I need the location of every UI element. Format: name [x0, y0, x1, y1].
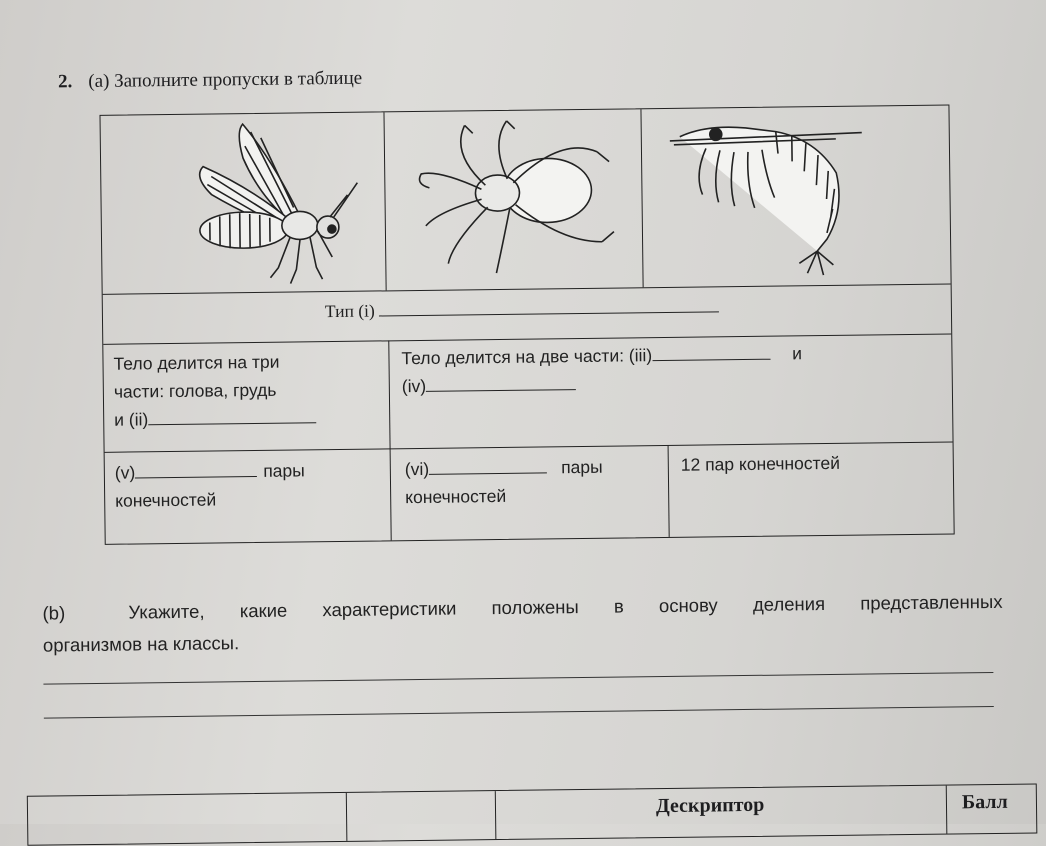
limbs-vi-cell — [405, 452, 666, 511]
part-b-word: в — [613, 595, 624, 617]
part-b-word: деления — [752, 593, 826, 615]
type-label: Тип (i) — [324, 300, 375, 322]
answer-line[interactable] — [43, 672, 993, 685]
part-b-question — [42, 586, 1003, 662]
body-two-line2 — [402, 366, 942, 401]
score-header: Балл — [961, 790, 1008, 814]
table-divider — [346, 793, 348, 841]
part-b-word: представленных — [860, 590, 1003, 614]
body-three-line1: Тело делится на три — [113, 351, 280, 374]
vi-answer-blank[interactable] — [429, 454, 547, 474]
part-b-word: характеристики — [322, 597, 457, 621]
shrimp-illustration — [666, 112, 878, 283]
grading-table — [27, 783, 1038, 845]
body-two-parts-cell — [401, 338, 942, 401]
limbs-v-line2: конечностей — [115, 489, 217, 511]
iv-answer-blank[interactable] — [426, 371, 576, 392]
part-b-word: основу — [658, 594, 718, 617]
answer-line[interactable] — [44, 706, 994, 719]
limbs-12-cell: 12 пар конечностей — [680, 452, 841, 475]
limbs-v-line1 — [115, 455, 385, 486]
part-b-label: (b) — [42, 602, 66, 624]
part-b-word: положены — [491, 596, 579, 619]
table-divider — [668, 445, 670, 537]
table-divider — [946, 786, 948, 834]
limbs-vi-line2: конечностей — [405, 485, 507, 508]
type-row — [325, 292, 720, 325]
limbs-v-label: (v) — [114, 462, 136, 483]
part-b-word: Укажите, — [128, 600, 205, 623]
table-divider — [388, 340, 391, 540]
limbs-vi-label: (vi) — [404, 458, 430, 480]
spider-illustration — [411, 112, 623, 287]
part-b-word: какие — [239, 599, 288, 622]
body-three-ii-label: и (ii) — [114, 409, 149, 430]
type-answer-blank[interactable] — [379, 293, 719, 316]
limbs-v-suffix: пары — [263, 460, 305, 481]
body-two-and: и — [792, 343, 803, 364]
body-two-iii-label: Тело делится на две части: (iii) — [401, 345, 653, 369]
body-two-iv-label: (iv) — [401, 375, 427, 397]
v-answer-blank[interactable] — [135, 458, 257, 478]
ii-answer-blank[interactable] — [148, 404, 316, 425]
body-three-parts-cell — [113, 346, 384, 433]
table-divider — [640, 109, 643, 287]
iii-answer-blank[interactable] — [652, 341, 770, 361]
body-three-line2: части: голова, грудь — [113, 379, 277, 402]
fly-illustration — [181, 117, 368, 289]
limbs-v-cell — [115, 455, 386, 514]
limbs-vi-suffix: пары — [561, 456, 603, 478]
table-divider — [383, 112, 386, 290]
part-a-instruction: (a) Заполните пропуски в таблице — [88, 67, 363, 93]
descriptor-header: Дескриптор — [655, 793, 765, 818]
body-three-line3 — [114, 402, 384, 433]
question-title — [58, 68, 362, 94]
classification-table — [99, 104, 954, 544]
part-b-line2: организмов на классы. — [42, 632, 240, 656]
table-divider — [495, 791, 497, 839]
question-number: 2. — [57, 71, 73, 93]
limbs-vi-line1 — [405, 452, 665, 483]
